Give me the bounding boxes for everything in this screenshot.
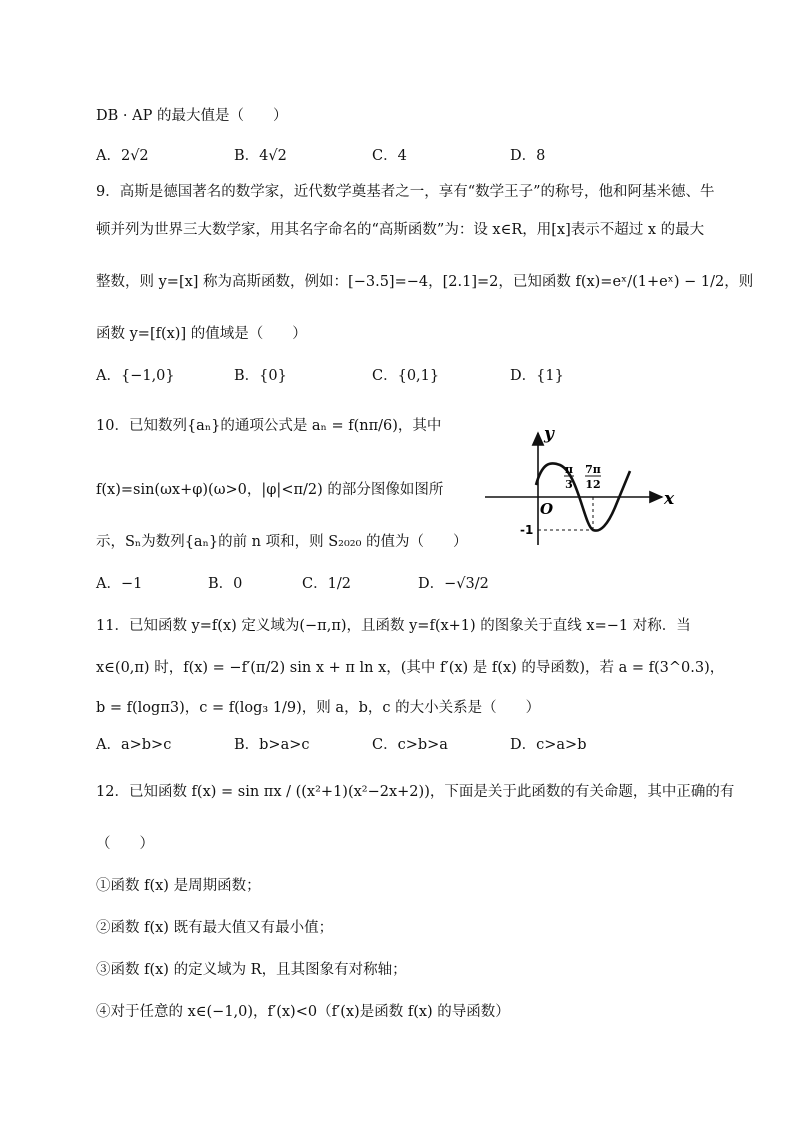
q11-option-d[interactable]: D．c>a>b [510,737,587,753]
q11-option-b[interactable]: B．b>a>c [234,737,310,753]
q12-statement-3: ③函数 f(x) 的定义域为 R，且其图象有对称轴； [96,962,407,978]
q11-line-2: x∈(0,π) 时，f(x) = −f′(π/2) sin x + π ln x，(其中 f′(x) 是 f(x) 的导函数)，若 a = f(3^0.3)， [96,660,725,676]
q8-option-d[interactable]: D．8 [510,148,546,164]
q8-option-a[interactable]: A．2√2 [96,148,149,164]
q11-option-a[interactable]: A．a>b>c [96,737,172,753]
q11-options [96,733,696,757]
q9-line-4: 函数 y=[f(x)] 的值域是（ ） [96,326,307,342]
q8-option-c[interactable]: C．4 [372,148,407,164]
q9-option-b[interactable]: B．{0} [234,368,287,384]
tick-pi-over-3-den: 3 [565,478,573,491]
q8-stem-tail: DB · AP 的最大值是（ ） [96,108,288,124]
origin-label: O [540,500,554,518]
q12-line-2: （ ） [96,836,154,852]
q8-options [96,144,696,168]
q9-option-c[interactable]: C．{0,1} [372,368,440,384]
tick-7pi-over-12-num: 7π [585,463,601,476]
min-value-label: -1 [520,523,534,537]
q9-line-2: 顿并列为世界三大数学家，用其名字命名的“高斯函数”为：设 x∈R，用[x]表示不超过 x 的最大 [96,222,705,238]
q10-line-3: 示，Sₙ为数列{aₙ}的前 n 项和，则 S₂₀₂₀ 的值为（ ） [96,534,468,550]
sine-graph-figure [480,425,690,550]
q11-line-1: 11．已知函数 y=f(x) 定义域为(−π,π)，且函数 y=f(x+1) 的图象关于直线 x=−1 对称．当 [96,618,691,634]
q11-line-3: b = f(logπ3)，c = f(log₃ 1/9)，则 a，b，c 的大小关系是（ ） [96,700,541,716]
q12-statement-4: ④对于任意的 x∈(−1,0)，f′(x)<0（f′(x)是函数 f(x) 的导函数） [96,1004,510,1020]
x-axis-label: x [664,489,675,509]
q12-line-1: 12．已知函数 f(x) = sin πx / ((x²+1)(x²−2x+2))，下面是关于此函数的有关命题，其中正确的有 [96,784,735,800]
q8-option-b[interactable]: B．4√2 [234,148,287,164]
q10-line-1: 10．已知数列{aₙ}的通项公式是 aₙ = f(nπ/6)，其中 [96,418,442,434]
q10-option-c[interactable]: C．1/2 [302,576,351,592]
q9-option-d[interactable]: D．{1} [510,368,564,384]
q10-option-d[interactable]: D．−√3/2 [418,576,489,592]
tick-7pi-over-12-den: 12 [585,478,601,491]
q9-option-a[interactable]: A．{−1,0} [96,368,175,384]
q10-option-b[interactable]: B．0 [208,576,243,592]
q12-statement-1: ①函数 f(x) 是周期函数； [96,878,261,894]
q9-line-1: 9．高斯是德国著名的数学家，近代数学奠基者之一，享有“数学王子”的称号，他和阿基米德、牛 [96,184,715,200]
q11-option-c[interactable]: C．c>b>a [372,737,448,753]
q10-line-2: f(x)=sin(ωx+φ)(ω>0，|φ|<π/2) 的部分图像如图所 [96,482,444,498]
q10-options [96,572,696,596]
y-axis-label: y [544,425,554,444]
q9-line-3: 整数，则 y=[x] 称为高斯函数，例如：[−3.5]=−4，[2.1]=2，已知函数 f(x)=eˣ/(1+eˣ) − 1/2，则 [96,274,754,290]
q10-option-a[interactable]: A．−1 [96,576,143,592]
tick-pi-over-3-num: π [564,463,574,476]
q12-statement-2: ②函数 f(x) 既有最大值又有最小值； [96,920,334,936]
q9-options [96,364,696,388]
